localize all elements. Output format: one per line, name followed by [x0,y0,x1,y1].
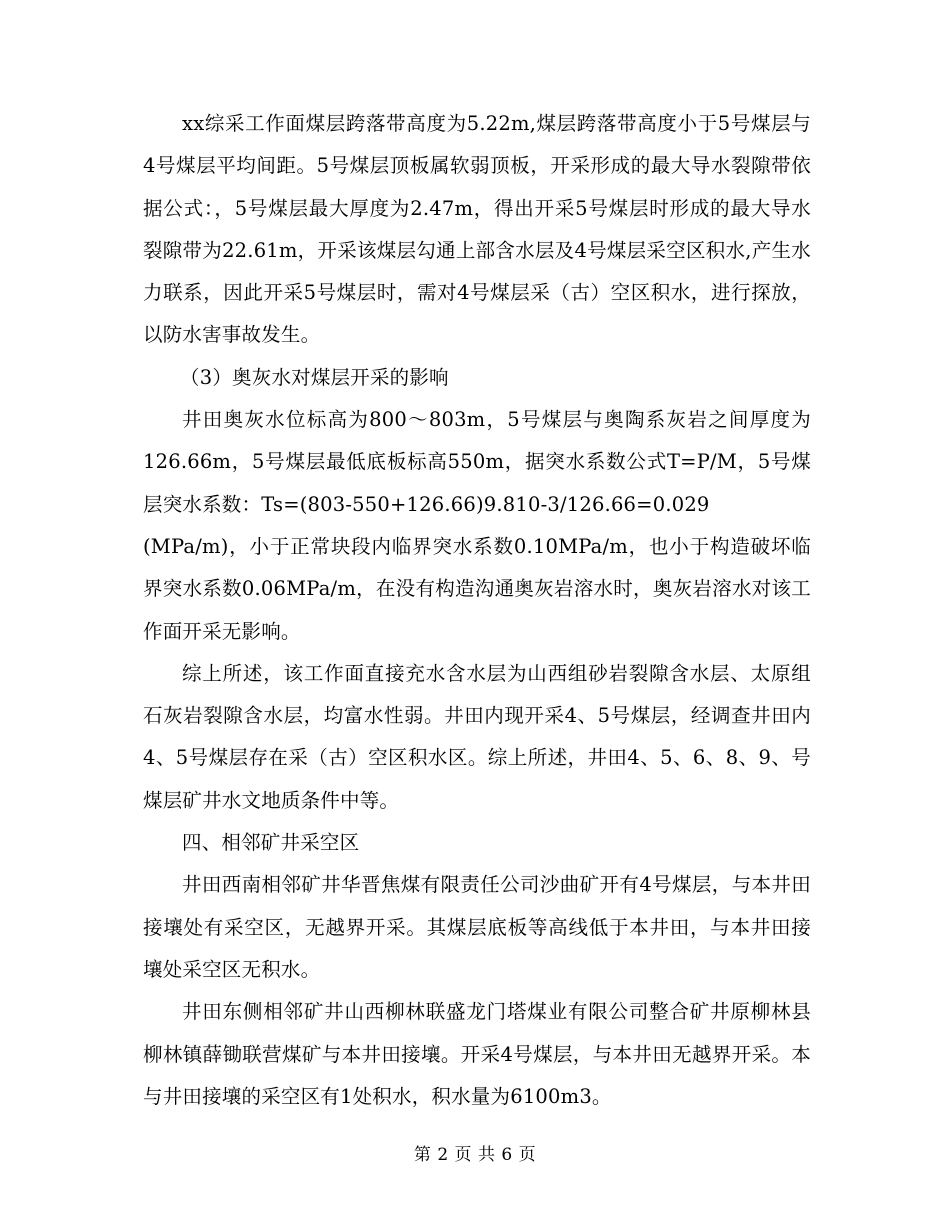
document-body [143,103,811,1118]
section-heading-ordovician-water: （3）奥灰水对煤层开采的影响 [180,365,449,389]
paragraph-southwest-mine: 井田西南相邻矿井华晋焦煤有限责任公司沙曲矿开有4号煤层，与本井田接壤处有采空区，无越界开采。其煤层底板等高线低于本井田，与本井田接壤处采空区无积水。 [143,873,811,981]
paragraph-east-mine: 井田东侧相邻矿井山西柳林联盛龙门塔煤业有限公司整合矿井原柳林县柳林镇薛锄联营煤矿与本井田接壤。开采4号煤层，与本井田无越界开采。本与井田接壤的采空区有1处积水，积水量为6100m3。 [143,1000,811,1108]
page-footer: 第 2 页 共 6 页 [413,1145,537,1165]
paragraph-inrush-coefficient: (MPa/m)，小于正常块段内临界突水系数0.10MPa/m，也小于构造破坏临界突水系数0.06MPa/m，在没有构造沟通奥灰岩溶水时，奥灰岩溶水对该工作面开采无影响。 [143,534,811,643]
paragraph-ordovician-water-level: 井田奥灰水位标高为800～803m，5号煤层与奥陶系灰岩之间厚度为126.66m，5号煤层最低底板标高550m，据突水系数公式T=P/M，5号煤层突水系数：Ts=(803-550+126.66)9.810-3/126.66=0.029 [143,408,811,516]
paragraph-summary: 综上所述，该工作面直接充水含水层为山西组砂岩裂隙含水层、太原组石灰岩裂隙含水层，均富水性弱。井田内现开采4、5号煤层，经调查井田内4、5号煤层存在采（古）空区积水区。综上所述，井田4、5、6、8、9、号煤层矿井水文地质条件中等。 [143,661,811,812]
section-heading-adjacent-mines: 四、相邻矿井采空区 [182,831,360,855]
paragraph-caving-zone: xx综采工作面煤层跨落带高度为5.22m,煤层跨落带高度小于5号煤层与4号煤层平均间距。5号煤层顶板属软弱顶板，开采形成的最大导水裂隙带依据公式：，5号煤层最大厚度为2.47m，得出开采5号煤层时形成的最大导水裂隙带为22.61m，开采该煤层勾通上部含水层及4号煤层采空区积水,产生水力联系，因此开采5号煤层时，需对4号煤层采（古）空区积水，进行探放，以防水害事故发生。 [143,112,811,347]
